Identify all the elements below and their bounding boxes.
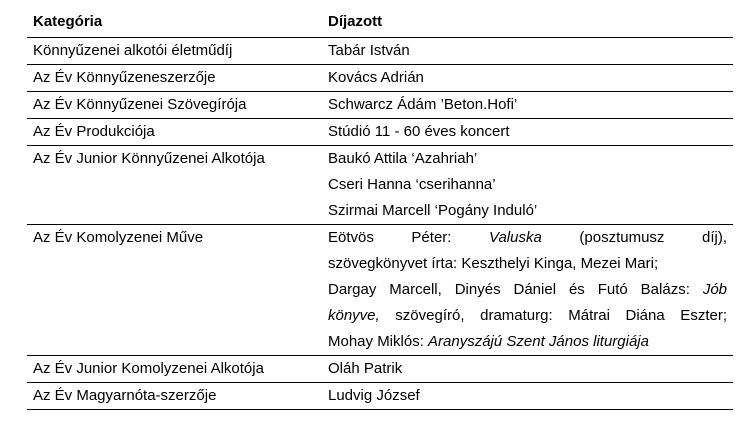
winner-line xyxy=(328,329,727,355)
table-row xyxy=(27,38,733,65)
category-cell: Az Év Junior Könnyűzenei Alkotója xyxy=(27,146,322,225)
table-row xyxy=(27,92,733,119)
category-cell: Az Év Könnyűzeneszerzője xyxy=(27,65,322,92)
winner-line xyxy=(328,277,727,303)
header-row xyxy=(27,9,733,38)
table-row xyxy=(27,65,733,92)
work-title: könyve, xyxy=(328,307,380,324)
note-text: (posztumusz díj), xyxy=(541,229,727,246)
winner-cell: Tabár István xyxy=(322,38,733,65)
work-title: Jób xyxy=(702,281,727,298)
winner-line xyxy=(328,303,727,329)
composer-text: Dargay Marcell, Dinyés Dániel és Futó Balázs: xyxy=(328,281,703,298)
winner-cell: Stúdió 11 - 60 éves koncert xyxy=(322,119,733,146)
winner-cell: Oláh Patrik xyxy=(322,356,733,383)
award-table xyxy=(27,9,733,410)
category-cell: Az Év Junior Komolyzenei Alkotója xyxy=(27,356,322,383)
winner-cell: Ludvig József xyxy=(322,383,733,410)
winner-line: Baukó Attila ‘Azahriah’ xyxy=(328,150,478,167)
winner-line: szövegkönyvet írta: Keszthelyi Kinga, Mezei Mari; xyxy=(328,255,659,272)
category-cell: Az Év Komolyzenei Műve xyxy=(27,225,322,356)
winner-line xyxy=(328,225,727,251)
winner-line: Cseri Hanna ‘cserihanna’ xyxy=(328,176,496,193)
winner-cell: Kovács Adrián xyxy=(322,65,733,92)
credit-text: szövegíró, dramaturg: Mátrai Diána Eszter; xyxy=(379,307,727,324)
winner-cell: Schwarcz Ádám ’Beton.Hofi’ xyxy=(322,92,733,119)
winner-cell xyxy=(322,146,733,225)
header-winner: Díjazott xyxy=(322,9,733,38)
category-cell: Az Év Könnyűzenei Szövegírója xyxy=(27,92,322,119)
table-row xyxy=(27,119,733,146)
table-row xyxy=(27,225,733,356)
composer-text: Eötvös Péter: xyxy=(328,229,490,246)
category-cell: Könnyűzenei alkotói életműdíj xyxy=(27,38,322,65)
category-cell: Az Év Produkciója xyxy=(27,119,322,146)
work-title: Valuska xyxy=(489,229,542,246)
winner-cell xyxy=(322,225,733,356)
composer-text: Mohay Miklós: xyxy=(328,333,429,350)
work-title: Aranyszájú Szent János liturgiája xyxy=(428,333,649,350)
table-row xyxy=(27,146,733,225)
table-row xyxy=(27,356,733,383)
table-row xyxy=(27,383,733,410)
header-category: Kategória xyxy=(27,9,322,38)
category-cell: Az Év Magyarnóta-szerzője xyxy=(27,383,322,410)
winner-line: Szirmai Marcell ‘Pogány Induló’ xyxy=(328,202,538,219)
